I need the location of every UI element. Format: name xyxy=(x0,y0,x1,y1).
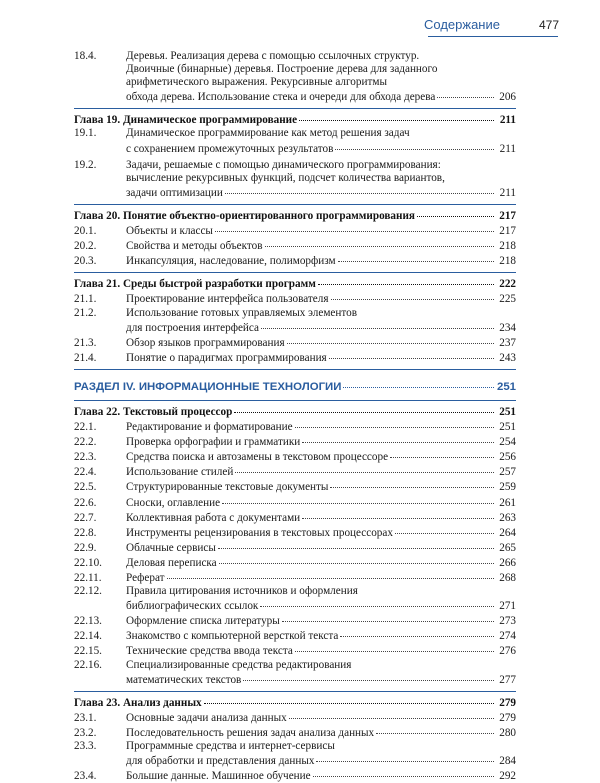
entry-page: 254 xyxy=(499,436,516,449)
section-page: 251 xyxy=(496,380,516,393)
entry-number: 21.4. xyxy=(74,351,97,364)
chapter-page: 251 xyxy=(499,405,516,418)
entry-number: 22.4. xyxy=(74,466,97,479)
page-number: 477 xyxy=(539,18,560,32)
toc-chapter-19 xyxy=(74,109,516,200)
entry-text: Понятие о парадигмах программирования xyxy=(126,351,327,364)
entry-page: 264 xyxy=(499,526,516,539)
chapter-title: Глава 20. Понятие объектно-ориентированного программирования xyxy=(74,209,415,222)
chapter-page: 211 xyxy=(499,114,516,127)
entry-number: 22.7. xyxy=(74,511,97,524)
entry-page: 276 xyxy=(499,645,516,658)
entry-page: 211 xyxy=(499,186,516,199)
entry-page: 277 xyxy=(499,673,516,686)
entry-number: 22.14. xyxy=(74,630,102,643)
entry-page: 217 xyxy=(499,225,516,238)
entry-text: арифметического выражения. Рекурсивные алгоритмы xyxy=(126,76,387,89)
entry-text: Использование готовых управляемых элементов xyxy=(126,306,357,319)
chapter-title: Глава 19. Динамическое программирование xyxy=(74,114,298,127)
toc-chapter-23 xyxy=(74,692,516,783)
chapter-page: 222 xyxy=(499,278,516,291)
chapter-title: Глава 23. Анализ данных xyxy=(74,696,202,709)
toc-chapter-20 xyxy=(74,205,516,268)
entry-text: с сохранением промежуточных результатов xyxy=(126,142,334,155)
entry-number: 22.2. xyxy=(74,436,97,449)
entry-text: математических текстов xyxy=(126,673,242,686)
entry-number: 18.4. xyxy=(74,50,97,62)
entry-text: Коллективная работа с документами xyxy=(126,511,301,524)
entry-text: Задачи, решаемые с помощью динамического программирования: xyxy=(126,158,441,171)
entry-number: 21.1. xyxy=(74,293,97,306)
entry-page: 251 xyxy=(499,421,516,434)
chapter-title: Глава 21. Среды быстрой разработки программ xyxy=(74,278,316,291)
entry-text: Динамическое программирование как метод решения задач xyxy=(126,127,410,140)
entry-number: 22.12. xyxy=(74,585,102,598)
entry-page: 211 xyxy=(499,142,516,155)
entry-text: Последовательность решения задач анализа данных xyxy=(126,726,375,739)
toc-chapter-22 xyxy=(74,401,516,687)
chapter-page: 217 xyxy=(499,209,516,222)
entry-number: 22.8. xyxy=(74,526,97,539)
entry-number: 20.1. xyxy=(74,225,97,238)
entry-page: 234 xyxy=(499,321,516,334)
entry-text: Технические средства ввода текста xyxy=(126,645,293,658)
entry-text: библиографических ссылок xyxy=(126,600,259,613)
entry-text: Проектирование интерфейса пользователя xyxy=(126,293,329,306)
entry-page: 256 xyxy=(499,451,516,464)
entry-number: 19.2. xyxy=(74,158,97,171)
entry-page: 259 xyxy=(499,481,516,494)
entry-text: Обзор языков программирования xyxy=(126,336,285,349)
entry-page: 266 xyxy=(499,556,516,569)
entry-text: Двоичные (бинарные) деревья. Построение дерева для заданного xyxy=(126,63,438,76)
entry-text: Деловая переписка xyxy=(126,556,217,569)
entry-text: Большие данные. Машинное обучение xyxy=(126,770,311,783)
entry-number: 22.5. xyxy=(74,481,97,494)
entry-number: 21.2. xyxy=(74,306,97,319)
entry-number: 22.9. xyxy=(74,541,97,554)
entry-number: 19.1. xyxy=(74,127,97,140)
entry-number: 22.10. xyxy=(74,556,102,569)
chapter-title: Глава 22. Текстовый процессор xyxy=(74,405,233,418)
entry-page: 284 xyxy=(499,755,516,768)
entry-text: Использование стилей xyxy=(126,466,234,479)
entry-page: 263 xyxy=(499,511,516,524)
entry-page: 257 xyxy=(499,466,516,479)
entry-page: 218 xyxy=(499,240,516,253)
entry-page: 280 xyxy=(499,726,516,739)
entry-number: 21.3. xyxy=(74,336,97,349)
entry-number: 23.4. xyxy=(74,770,97,783)
entry-page: 265 xyxy=(499,541,516,554)
header-rule xyxy=(428,36,558,37)
entry-page: 273 xyxy=(499,615,516,628)
entry-number: 22.13. xyxy=(74,615,102,628)
entry-text: Программные средства и интернет-сервисы xyxy=(126,740,335,753)
toc-section-4 xyxy=(74,379,516,394)
entry-text: Реферат xyxy=(126,572,165,584)
entry-number: 22.3. xyxy=(74,451,97,464)
entry-text: Редактирование и форматирование xyxy=(126,421,293,434)
running-header-title: Содержание xyxy=(424,17,500,32)
entry-page: 237 xyxy=(499,336,516,349)
entry-number: 23.2. xyxy=(74,726,97,739)
entry-number: 22.15. xyxy=(74,645,102,658)
toc-entry-18-4 xyxy=(74,50,516,104)
table-of-contents xyxy=(74,50,516,783)
chapter-page: 279 xyxy=(499,696,516,709)
entry-text: Основные задачи анализа данных xyxy=(126,711,287,724)
entry-number: 20.3. xyxy=(74,255,97,268)
entry-text: обхода дерева. Использование стека и очереди для обхода дерева xyxy=(126,91,436,104)
entry-text: Свойства и методы объектов xyxy=(126,240,263,253)
entry-number: 22.11. xyxy=(74,572,102,584)
toc-chapter-21 xyxy=(74,273,516,365)
entry-text: Инкапсуляция, наследование, полиморфизм xyxy=(126,255,336,268)
entry-text: вычисление рекурсивных функций, подсчет количества вариантов, xyxy=(126,171,445,184)
entry-page: 218 xyxy=(499,255,516,268)
entry-text: Проверка орфографии и грамматики xyxy=(126,436,301,449)
entry-text: Оформление списка литературы xyxy=(126,615,280,628)
entry-page: 279 xyxy=(499,711,516,724)
entry-page: 268 xyxy=(499,572,516,584)
entry-page: 225 xyxy=(499,293,516,306)
entry-text: для построения интерфейса xyxy=(126,321,259,334)
entry-page: 271 xyxy=(499,600,516,613)
entry-number: 23.1. xyxy=(74,711,97,724)
entry-text: Средства поиска и автозамены в текстовом процессоре xyxy=(126,451,389,464)
entry-number: 23.3. xyxy=(74,740,97,753)
entry-page: 206 xyxy=(499,91,516,104)
entry-text: Правила цитирования источников и оформления xyxy=(126,585,358,598)
entry-text: Знакомство с компьютерной версткой текста xyxy=(126,630,339,643)
entry-number: 22.16. xyxy=(74,658,102,671)
entry-text: Структурированные текстовые документы xyxy=(126,481,329,494)
entry-page: 261 xyxy=(499,496,516,509)
entry-number: 22.6. xyxy=(74,496,97,509)
entry-number: 20.2. xyxy=(74,240,97,253)
entry-text: Деревья. Реализация дерева с помощью ссылочных структур. xyxy=(126,50,420,62)
entry-number: 22.1. xyxy=(74,421,97,434)
entry-text: Облачные сервисы xyxy=(126,541,216,554)
entry-page: 292 xyxy=(499,770,516,783)
entry-page: 274 xyxy=(499,630,516,643)
entry-text: Специализированные средства редактирования xyxy=(126,658,352,671)
section-title: РАЗДЕЛ IV. ИНФОРМАЦИОННЫЕ ТЕХНОЛОГИИ xyxy=(74,380,342,393)
entry-text: Инструменты рецензирования в текстовых процессорах xyxy=(126,526,393,539)
entry-text: Сноски, оглавление xyxy=(126,496,221,509)
entry-text: для обработки и представления данных xyxy=(126,755,315,768)
entry-text: Объекты и классы xyxy=(126,225,213,238)
entry-text: задачи оптимизации xyxy=(126,186,223,199)
section-divider xyxy=(74,369,516,370)
entry-page: 243 xyxy=(499,351,516,364)
